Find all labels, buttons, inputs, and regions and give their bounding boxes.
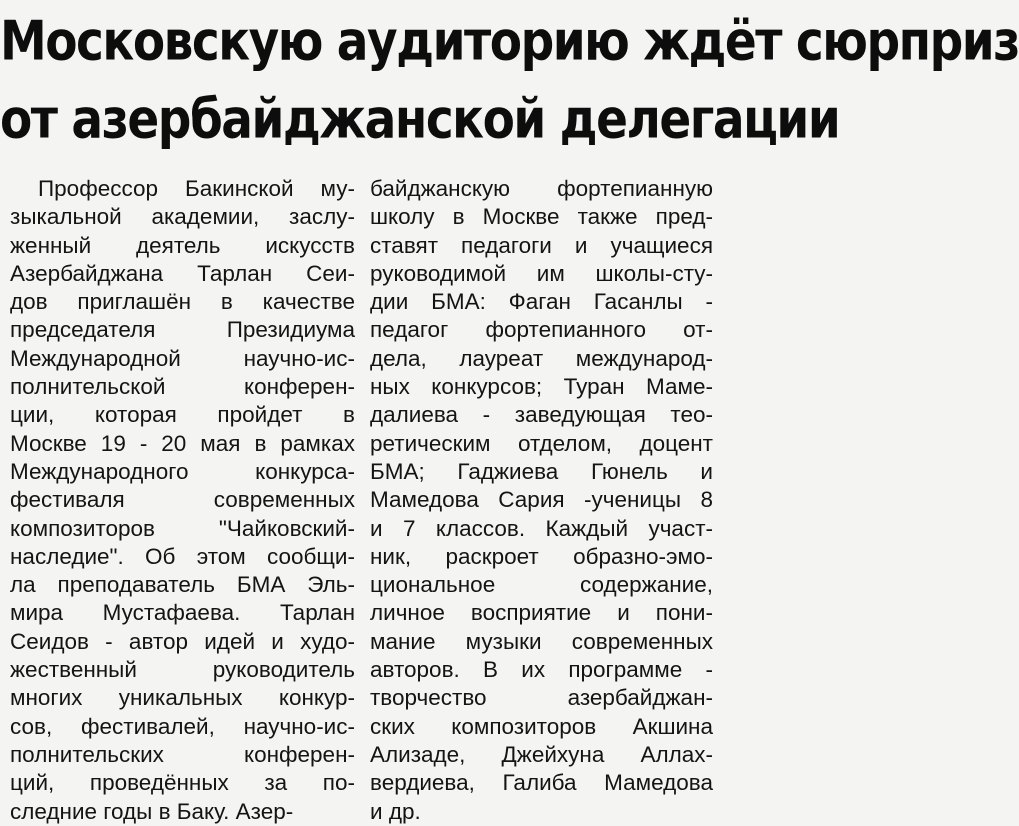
text-line: фестиваля современных	[10, 487, 355, 513]
article-right-column	[370, 175, 713, 826]
text-line: дела, лауреат международ-	[370, 345, 713, 371]
text-line: председателя Президиума	[10, 317, 355, 343]
text-line: полнительской конферен-	[10, 374, 355, 400]
text-line: зыкальной академии, заслу-	[10, 204, 355, 230]
text-line: вердиева, Галиба Мамедова	[370, 770, 713, 796]
column-gap	[361, 178, 362, 778]
text-line: далиева - заведующая тео-	[370, 402, 713, 428]
text-line: педагог фортепианного от-	[370, 317, 713, 343]
text-line: дии БМА: Фаган Гасанлы -	[370, 289, 713, 315]
text-line: женный деятель искусств	[10, 232, 355, 258]
text-line: композиторов "Чайковский-	[10, 515, 355, 541]
text-line: и др.	[370, 798, 421, 824]
text-line: ных конкурсов; Туран Маме-	[370, 374, 713, 400]
text-line: жественный руководитель	[10, 657, 355, 683]
text-line: и 7 классов. Каждый участ-	[370, 515, 713, 541]
text-line: Профессор Бакинской му-	[38, 176, 355, 201]
text-line: руководимой им школы-сту-	[370, 260, 713, 286]
text-line: Мамедова Сария -ученицы 8	[370, 487, 713, 513]
text-line: ник, раскроет образно-эмо-	[370, 543, 713, 569]
article-left-column	[10, 175, 355, 826]
text-line: личное восприятие и пони-	[370, 600, 713, 626]
text-line: ретическим отделом, доцент	[370, 430, 713, 456]
text-line: Международного конкурса-	[10, 458, 355, 484]
text-line: ла преподаватель БМА Эль-	[10, 572, 355, 598]
text-line: следние годы в Баку. Азер-	[10, 798, 294, 824]
text-line: творчество азербайджан-	[370, 685, 713, 711]
headline-line-1: Московскую аудиторию ждёт сюрприз	[0, 10, 1019, 74]
text-line: ций, проведённых за по-	[10, 770, 355, 796]
text-line: авторов. В их программе -	[370, 657, 713, 683]
text-line: ставят педагоги и учащиеся	[370, 232, 713, 258]
text-line: наследие". Об этом сообщи-	[10, 543, 355, 569]
text-line: Москве 19 - 20 мая в рамках	[10, 430, 355, 456]
text-line: мание музыки современных	[370, 628, 713, 654]
text-line: полнительских конферен-	[10, 741, 355, 767]
text-line: мира Мустафаева. Тарлан	[10, 600, 355, 626]
text-line: дов приглашён в качестве	[10, 289, 355, 315]
text-line: байджанскую фортепианную	[370, 176, 713, 201]
headline-line-2: от азербайджанской делегации	[0, 88, 840, 152]
text-line: Международной научно-ис-	[10, 345, 355, 371]
text-line: Азербайджана Тарлан Сеи-	[10, 260, 355, 286]
text-line: ских композиторов Акшина	[370, 713, 713, 739]
text-line: БМА; Гаджиева Гюнель и	[370, 458, 713, 484]
text-line: Сеидов - автор идей и худо-	[10, 628, 355, 654]
text-line: циональное содержание,	[370, 572, 713, 598]
text-line: сов, фестивалей, научно-ис-	[10, 713, 355, 739]
text-line: многих уникальных конкур-	[10, 685, 355, 711]
text-line: ции, которая пройдет в	[10, 402, 355, 428]
text-line: Ализаде, Джейхуна Аллах-	[370, 741, 713, 767]
text-line: школу в Москве также пред-	[370, 204, 713, 230]
